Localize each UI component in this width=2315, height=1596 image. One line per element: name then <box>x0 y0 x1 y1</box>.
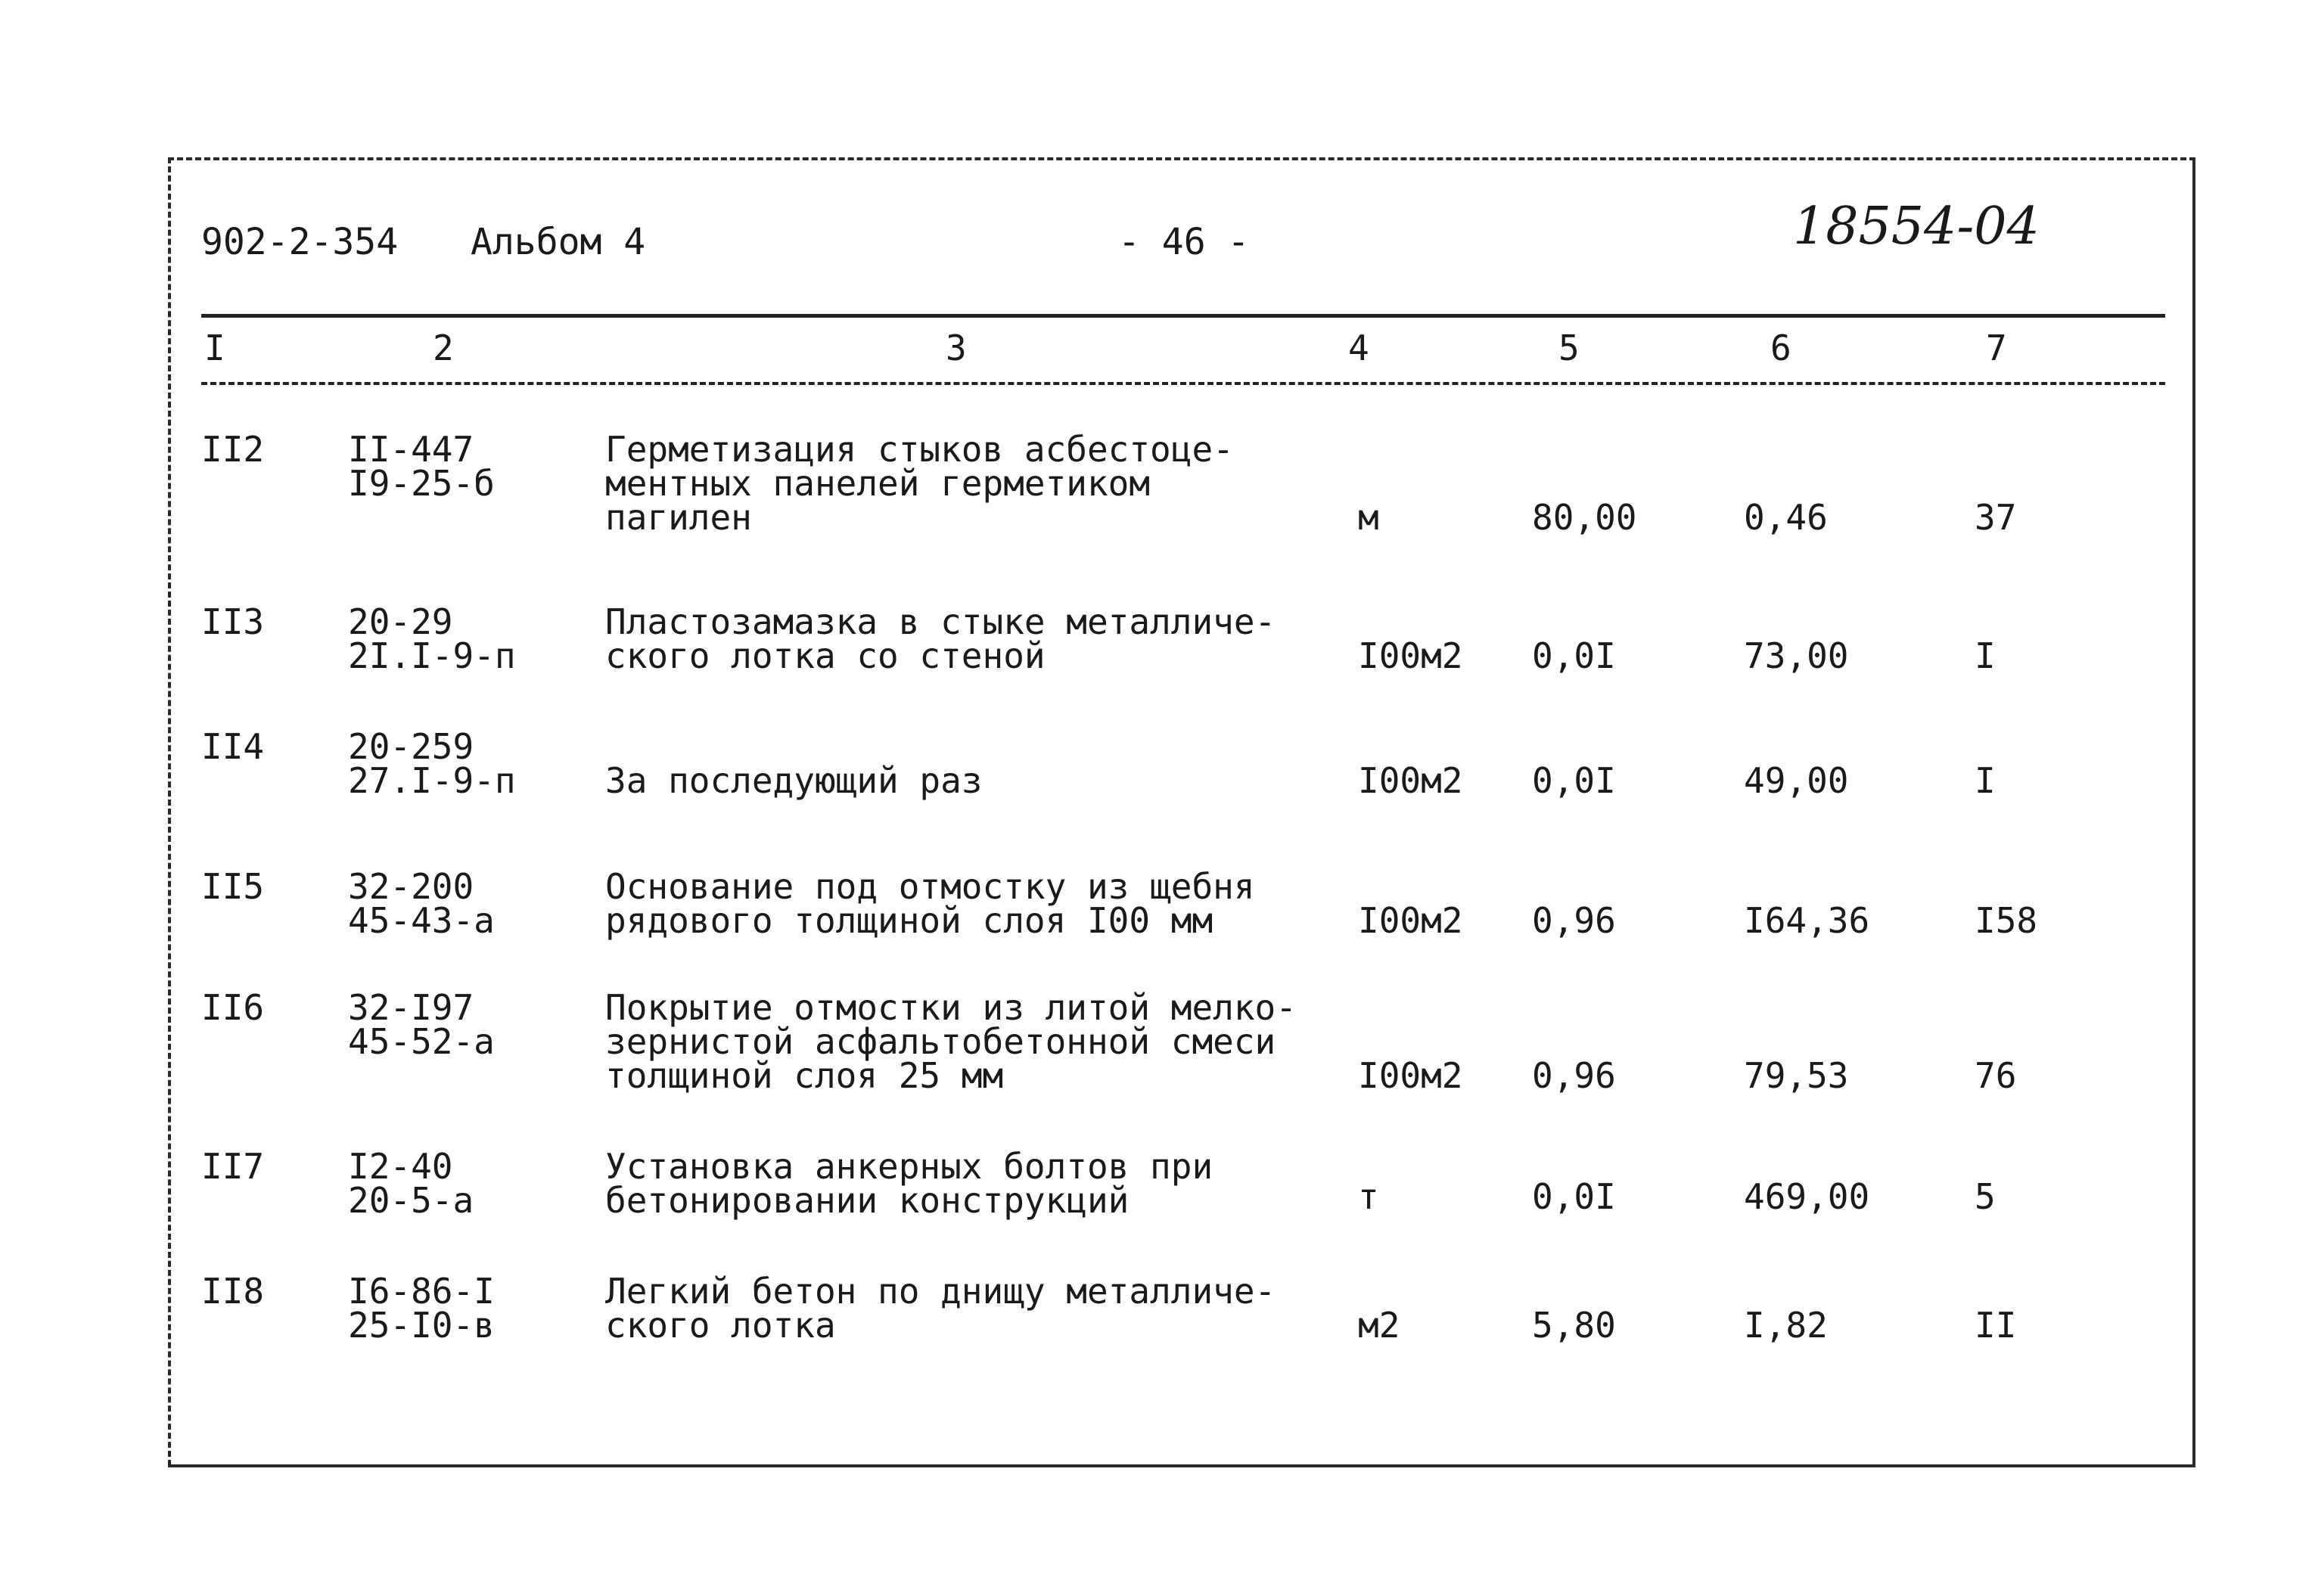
page-number: - 46 - <box>1118 221 1250 263</box>
column-number-6: 6 <box>1770 328 1791 368</box>
column-number-1: I <box>204 328 225 368</box>
row-codes: I6-86-I 25-I0-в <box>348 1271 495 1346</box>
row-total: 76 <box>1975 1055 2017 1096</box>
frame-right-border <box>2192 157 2195 1466</box>
row-unit-price: 0,46 <box>1744 497 1828 538</box>
row-number: II7 <box>201 1146 265 1187</box>
column-number-7: 7 <box>1986 328 2007 368</box>
row-description: Легкий бетон по днищу металличе- ского лотка <box>605 1271 1276 1346</box>
row-unit-price: I,82 <box>1744 1305 1828 1346</box>
column-number-4: 4 <box>1348 328 1369 368</box>
document-code: 902-2-354 <box>201 221 399 263</box>
row-unit-price: 49,00 <box>1744 760 1849 801</box>
row-quantity: 0,0I <box>1532 1176 1616 1217</box>
row-quantity: 0,96 <box>1532 900 1616 941</box>
row-description: Пластозамазка в стыке металличе- ского лотка со стеной <box>605 601 1276 676</box>
row-quantity: 5,80 <box>1532 1305 1616 1346</box>
row-unit: I00м2 <box>1358 900 1463 941</box>
row-total: 5 <box>1975 1176 1996 1217</box>
row-codes: II-447 I9-25-б <box>348 429 495 504</box>
row-description: Основание под отмостку из щебня рядового толщиной слоя I00 мм <box>605 866 1255 941</box>
column-number-2: 2 <box>433 328 454 368</box>
frame-left-border <box>168 157 171 1466</box>
row-unit: I00м2 <box>1358 1055 1463 1096</box>
row-number: II5 <box>201 866 265 907</box>
row-unit-price: 469,00 <box>1744 1176 1870 1217</box>
row-quantity: 80,00 <box>1532 497 1637 538</box>
row-codes: 32-200 45-43-а <box>348 866 495 941</box>
column-number-3: 3 <box>946 328 967 368</box>
row-codes: 32-I97 45-52-а <box>348 987 495 1062</box>
row-number: II3 <box>201 601 265 642</box>
row-description: Установка анкерных болтов при бетонировании конструкций <box>605 1146 1213 1221</box>
row-unit: м2 <box>1358 1305 1400 1346</box>
row-quantity: 0,0I <box>1532 635 1616 676</box>
column-number-5: 5 <box>1558 328 1580 368</box>
row-quantity: 0,96 <box>1532 1055 1616 1096</box>
row-unit: м <box>1358 497 1379 538</box>
row-unit: т <box>1358 1176 1379 1217</box>
row-unit-price: 79,53 <box>1744 1055 1849 1096</box>
row-total: I58 <box>1975 900 2038 941</box>
row-description: За последующий раз <box>605 760 983 801</box>
row-total: II <box>1975 1305 2017 1346</box>
row-quantity: 0,0I <box>1532 760 1616 801</box>
row-total: I <box>1975 635 1996 676</box>
frame-bottom-border <box>168 1464 2195 1467</box>
frame-top-border <box>168 157 2195 160</box>
header-rule-bottom <box>201 382 2165 385</box>
row-description: Покрытие отмостки из литой мелко- зернистой асфальтобетонной смеси толщиной слоя 25 мм <box>605 987 1297 1096</box>
row-total: 37 <box>1975 497 2017 538</box>
row-unit: I00м2 <box>1358 760 1463 801</box>
row-codes: I2-40 20-5-а <box>348 1146 474 1221</box>
row-unit: I00м2 <box>1358 635 1463 676</box>
header-rule-top <box>201 314 2165 318</box>
row-unit-price: I64,36 <box>1744 900 1870 941</box>
row-unit-price: 73,00 <box>1744 635 1849 676</box>
row-number: II8 <box>201 1271 265 1312</box>
row-codes: 20-259 27.I-9-п <box>348 726 516 801</box>
row-number: II6 <box>201 987 265 1028</box>
row-description: Герметизация стыков асбестоце- ментных панелей герметиком пагилен <box>605 429 1234 538</box>
row-number: II4 <box>201 726 265 767</box>
row-codes: 20-29 2I.I-9-п <box>348 601 516 676</box>
album-label: Альбом 4 <box>471 221 646 263</box>
row-total: I <box>1975 760 1996 801</box>
row-number: II2 <box>201 429 265 470</box>
handwritten-number: 18554-04 <box>1793 197 2040 256</box>
